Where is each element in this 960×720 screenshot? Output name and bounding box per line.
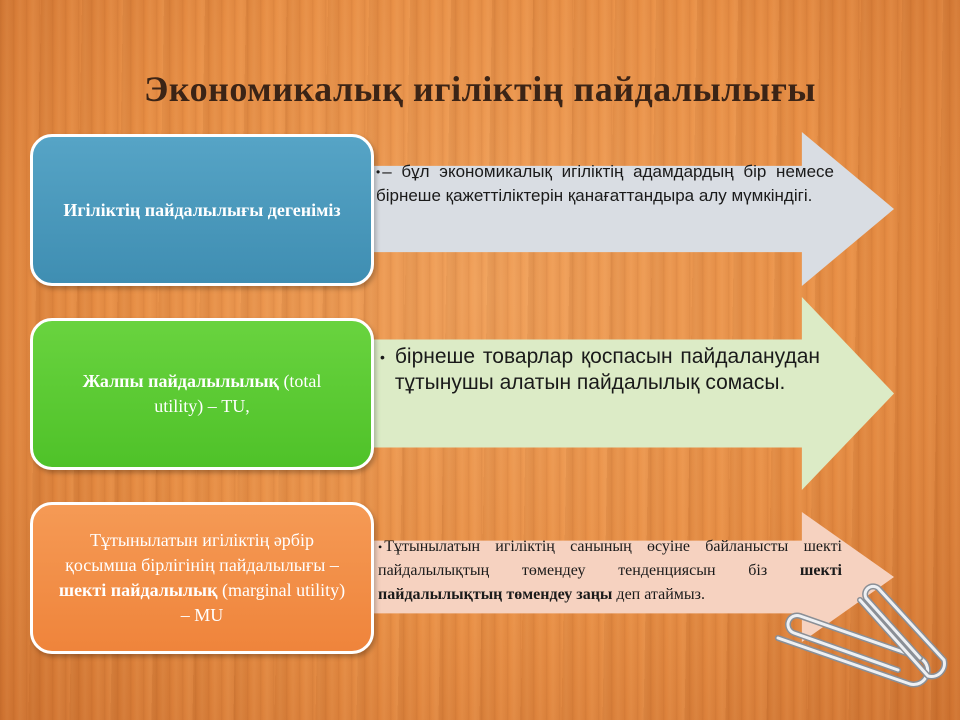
definition-text-2 [380, 344, 820, 396]
definition-3-post: деп атаймыз. [612, 586, 705, 603]
definition-3-pre: Тұтынылатын игіліктің санының өсуіне байланысты шекті пайдалылықтың төмендеу тенденциясын біз [378, 538, 842, 579]
bullet-1: • [376, 165, 381, 179]
definition-3-bold: шекті пайдалылықтың төмендеу заңы [378, 562, 842, 603]
definition-arrow-1 [352, 132, 894, 286]
bullet-2: • [380, 349, 385, 365]
term-3-bold: шекті пайдалылық [58, 580, 218, 600]
term-1: Игіліктің пайдалылығы дегеніміз [63, 199, 341, 220]
term-3 [33, 528, 371, 628]
term-2 [33, 369, 371, 419]
term-2-rest: (total utility) – TU, [154, 371, 322, 416]
term-3-pre: Тұтынылатын игіліктің әрбір қосымша бірлігінің пайдалылығы – [65, 530, 339, 575]
definition-1: – бұл экономикалық игіліктің адамдардың бір немесе бірнеше қажеттіліктерін қанағаттандыра алу мүмкіндігі. [376, 162, 834, 205]
paperclip-icon [760, 580, 950, 710]
term-2-bold: Жалпы пайдалылылық [82, 371, 279, 391]
definition-2: бірнеше товарлар қоспасын пайдаланудан тұтынушы алатын пайдалылық сомасы. [394, 345, 820, 394]
term-box-1 [30, 134, 374, 286]
term-box-3 [30, 502, 374, 654]
slide-title: Экономикалық игіліктің пайдалылығы [143, 69, 817, 109]
term-3-rest: (marginal utility) – MU [180, 580, 346, 625]
definition-text-1 [376, 160, 834, 208]
bullet-3: • [378, 540, 383, 554]
term-box-2 [30, 318, 374, 470]
